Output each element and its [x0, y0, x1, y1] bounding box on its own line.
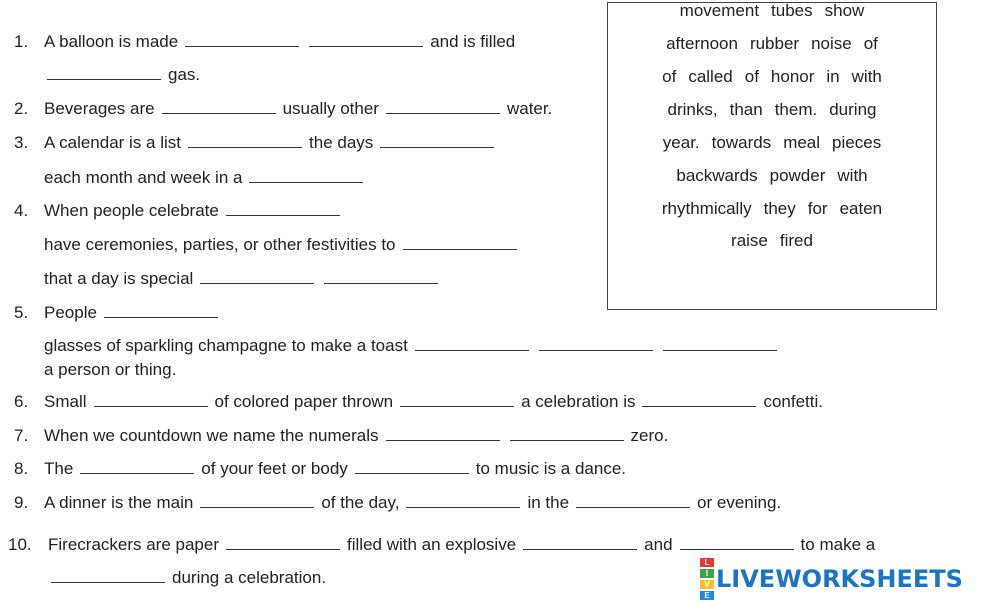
word-bank-word: of	[744, 67, 759, 86]
word-bank-word: called	[688, 67, 733, 86]
question-text: and	[644, 535, 673, 554]
answer-blank[interactable]	[386, 100, 500, 114]
question-line	[44, 235, 520, 255]
word-bank-line	[608, 231, 936, 251]
question-text: the days	[309, 133, 374, 152]
question-line	[44, 426, 668, 446]
question-text: a celebration is	[521, 392, 636, 411]
question-text: of colored paper thrown	[214, 392, 394, 411]
answer-blank[interactable]	[539, 337, 653, 351]
question-text: Firecrackers are paper	[48, 535, 220, 554]
question-text: filled with an explosive	[347, 535, 517, 554]
answer-blank[interactable]	[185, 33, 299, 47]
answer-blank[interactable]	[80, 460, 194, 474]
word-bank-word: year.	[662, 133, 700, 152]
answer-blank[interactable]	[510, 427, 624, 441]
question-line	[44, 168, 366, 188]
word-bank-word: them.	[774, 100, 818, 119]
word-bank-word: raise	[731, 231, 768, 250]
question-text: a person or thing.	[44, 360, 177, 379]
word-bank-word: with	[851, 67, 882, 86]
question-line	[44, 269, 441, 289]
word-bank-word: for	[807, 199, 828, 218]
question-text: of the day,	[321, 493, 400, 512]
question-number: 10.	[8, 535, 32, 554]
question-text: that a day is special	[44, 269, 194, 288]
word-bank-word: powder	[769, 166, 826, 185]
answer-blank[interactable]	[104, 304, 218, 318]
question-number: 1.	[14, 32, 29, 51]
word-bank-word: eaten	[839, 199, 883, 218]
question-number: 6.	[14, 392, 29, 411]
answer-blank[interactable]	[415, 337, 529, 351]
question-line	[44, 32, 515, 52]
question-text: in the	[527, 493, 570, 512]
question-line	[44, 336, 780, 356]
word-bank-line	[608, 100, 936, 120]
question-line	[44, 392, 823, 412]
answer-blank[interactable]	[309, 33, 423, 47]
question-text: The	[44, 459, 74, 478]
answer-blank[interactable]	[162, 100, 276, 114]
question-number: 7.	[14, 426, 29, 445]
word-bank-line	[608, 34, 936, 54]
word-bank-word: rubber	[749, 34, 800, 53]
question-line	[44, 459, 626, 479]
word-bank-word: towards	[711, 133, 772, 152]
word-bank-word: fired	[779, 231, 813, 250]
answer-blank[interactable]	[324, 270, 438, 284]
question-text: A dinner is the main	[44, 493, 194, 512]
answer-blank[interactable]	[386, 427, 500, 441]
word-bank-box	[607, 2, 937, 310]
question-text: to make a	[800, 535, 876, 554]
answer-blank[interactable]	[680, 536, 794, 550]
answer-blank[interactable]	[200, 494, 314, 508]
word-bank-word: with	[837, 166, 868, 185]
word-bank-word: rhythmically	[661, 199, 752, 218]
question-text: When people celebrate	[44, 201, 219, 220]
word-bank-word: of	[662, 67, 677, 86]
question-text: to music is a dance.	[475, 459, 627, 478]
answer-blank[interactable]	[226, 202, 340, 216]
question-text: and is filled	[430, 32, 516, 51]
question-line	[44, 65, 200, 85]
word-bank-word: backwards	[676, 166, 758, 185]
question-text: or evening.	[697, 493, 782, 512]
answer-blank[interactable]	[380, 134, 494, 148]
answer-blank[interactable]	[642, 393, 756, 407]
word-bank-word: movement	[679, 1, 760, 20]
answer-blank[interactable]	[47, 66, 161, 80]
question-text: of your feet or body	[201, 459, 348, 478]
word-bank-line	[608, 67, 936, 87]
word-bank-word: they	[763, 199, 796, 218]
question-text: When we countdown we name the numerals	[44, 426, 379, 445]
word-bank-word: during	[829, 100, 877, 119]
word-bank-word: pieces	[832, 133, 882, 152]
word-bank-line	[608, 199, 936, 219]
question-number: 5.	[14, 303, 29, 322]
answer-blank[interactable]	[51, 569, 165, 583]
question-line	[44, 493, 781, 513]
question-text: A balloon is made	[44, 32, 179, 51]
question-text: during a celebration.	[172, 568, 327, 587]
liveworksheets-logo	[700, 558, 996, 600]
word-bank-word: drinks,	[667, 100, 718, 119]
question-line	[48, 535, 875, 555]
logo-text: LIVEWORKSHEETS	[716, 565, 963, 593]
question-line	[44, 303, 221, 323]
question-text: usually other	[282, 99, 379, 118]
word-bank-word: afternoon	[666, 34, 738, 53]
question-line	[44, 201, 343, 221]
word-bank-word: show	[824, 1, 865, 20]
answer-blank[interactable]	[523, 536, 637, 550]
word-bank-line	[608, 166, 936, 186]
question-text: glasses of sparkling champagne to make a toast	[44, 336, 408, 355]
question-text: A calendar is a list	[44, 133, 182, 152]
question-text: confetti.	[763, 392, 824, 411]
question-line	[44, 133, 497, 153]
word-bank-word: honor	[770, 67, 815, 86]
answer-blank[interactable]	[355, 460, 469, 474]
answer-blank[interactable]	[576, 494, 690, 508]
question-line	[44, 360, 176, 380]
word-bank-word: meal	[783, 133, 821, 152]
answer-blank[interactable]	[249, 169, 363, 183]
question-text: Small	[44, 392, 87, 411]
answer-blank[interactable]	[226, 536, 340, 550]
question-number: 8.	[14, 459, 29, 478]
answer-blank[interactable]	[188, 134, 302, 148]
question-text: People	[44, 303, 97, 322]
word-bank-word: tubes	[771, 1, 813, 20]
question-text: water.	[506, 99, 553, 118]
question-number: 2.	[14, 99, 29, 118]
question-line	[48, 568, 326, 588]
word-bank-word: noise	[811, 34, 852, 53]
answer-blank[interactable]	[400, 393, 514, 407]
question-text: gas.	[168, 65, 201, 84]
question-text: zero.	[630, 426, 669, 445]
live-badge-icon: L I V E	[700, 557, 714, 601]
answer-blank[interactable]	[403, 236, 517, 250]
question-line	[44, 99, 552, 119]
question-text: Beverages are	[44, 99, 155, 118]
question-number: 4.	[14, 201, 29, 220]
question-text: each month and week in a	[44, 168, 243, 187]
question-text: have ceremonies, parties, or other festivities to	[44, 235, 396, 254]
word-bank-word: in	[826, 67, 840, 86]
answer-blank[interactable]	[200, 270, 314, 284]
word-bank-word: than	[729, 100, 763, 119]
question-number: 9.	[14, 493, 29, 512]
question-number: 3.	[14, 133, 29, 152]
answer-blank[interactable]	[94, 393, 208, 407]
word-bank-word: of	[863, 34, 878, 53]
answer-blank[interactable]	[406, 494, 520, 508]
word-bank-line	[608, 133, 936, 153]
answer-blank[interactable]	[663, 337, 777, 351]
word-bank-line	[608, 1, 936, 21]
